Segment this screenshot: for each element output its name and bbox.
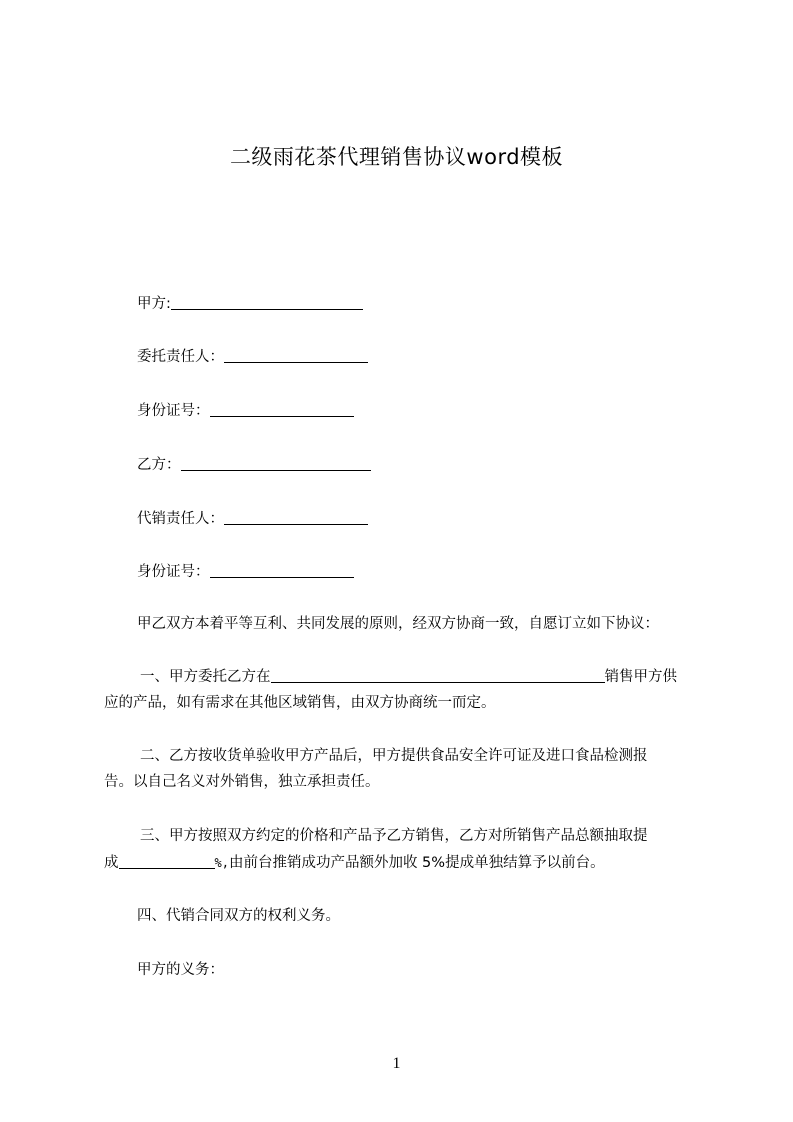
clause-2-line-2: 告。以自己名义对外销售，独立承担责任。 bbox=[104, 774, 380, 790]
id-number-label-1: 身份证号： bbox=[137, 403, 210, 419]
entrusted-person-blank[interactable] bbox=[224, 347, 368, 363]
id-number-field-2 bbox=[137, 560, 354, 581]
id-number-label-2: 身份证号： bbox=[137, 564, 210, 580]
clause-3-start: 成 bbox=[104, 855, 119, 871]
clause-1-end: 销售甲方供 bbox=[604, 669, 677, 685]
party-b-label: 乙方： bbox=[137, 457, 181, 473]
entrusted-person-label: 委托责任人： bbox=[137, 349, 224, 365]
party-a-blank[interactable] bbox=[171, 294, 363, 310]
party-a-field bbox=[137, 292, 363, 313]
agent-person-label: 代销责任人： bbox=[137, 511, 224, 527]
clause-2-line-1: 二、乙方按收货单验收甲方产品后，甲方提供食品安全许可证及进口食品检测报 bbox=[140, 748, 648, 764]
id-number-blank-2[interactable] bbox=[210, 562, 354, 578]
clause-1-line-1 bbox=[140, 665, 677, 686]
document-title: 二级雨花茶代理销售协议word模板 bbox=[229, 145, 564, 169]
id-number-blank-1[interactable] bbox=[210, 401, 354, 417]
preamble-paragraph: 甲乙双方本着平等互利、共同发展的原则，经双方协商一致，自愿订立如下协议： bbox=[137, 616, 659, 632]
agent-person-blank[interactable] bbox=[224, 509, 368, 525]
page-number: 1 bbox=[392, 1055, 401, 1072]
clause-3-end: 由前台推销成功产品额外加收 5%提成单独结算予以前台。 bbox=[228, 855, 605, 871]
party-b-blank[interactable] bbox=[181, 455, 371, 471]
region-blank[interactable] bbox=[271, 667, 605, 683]
party-a-label: 甲方: bbox=[137, 296, 171, 312]
clause-3-line-2 bbox=[104, 851, 605, 872]
id-number-field-1 bbox=[137, 399, 354, 420]
agent-person-field bbox=[137, 507, 368, 528]
clause-3-line-1: 三、甲方按照双方约定的价格和产品予乙方销售，乙方对所销售产品总额抽取提 bbox=[140, 828, 648, 844]
party-a-duties-heading: 甲方的义务： bbox=[137, 962, 224, 978]
commission-percent-blank[interactable] bbox=[119, 853, 215, 869]
clause-1-start: 一、甲方委托乙方在 bbox=[140, 669, 271, 685]
party-b-field bbox=[137, 453, 371, 474]
clause-4-heading: 四、代销合同双方的权利义务。 bbox=[137, 908, 340, 924]
percent-sign: %, bbox=[214, 856, 229, 870]
clause-1-line-2: 应的产品，如有需求在其他区域销售，由双方协商统一而定。 bbox=[104, 695, 496, 711]
entrusted-person-field bbox=[137, 345, 368, 366]
